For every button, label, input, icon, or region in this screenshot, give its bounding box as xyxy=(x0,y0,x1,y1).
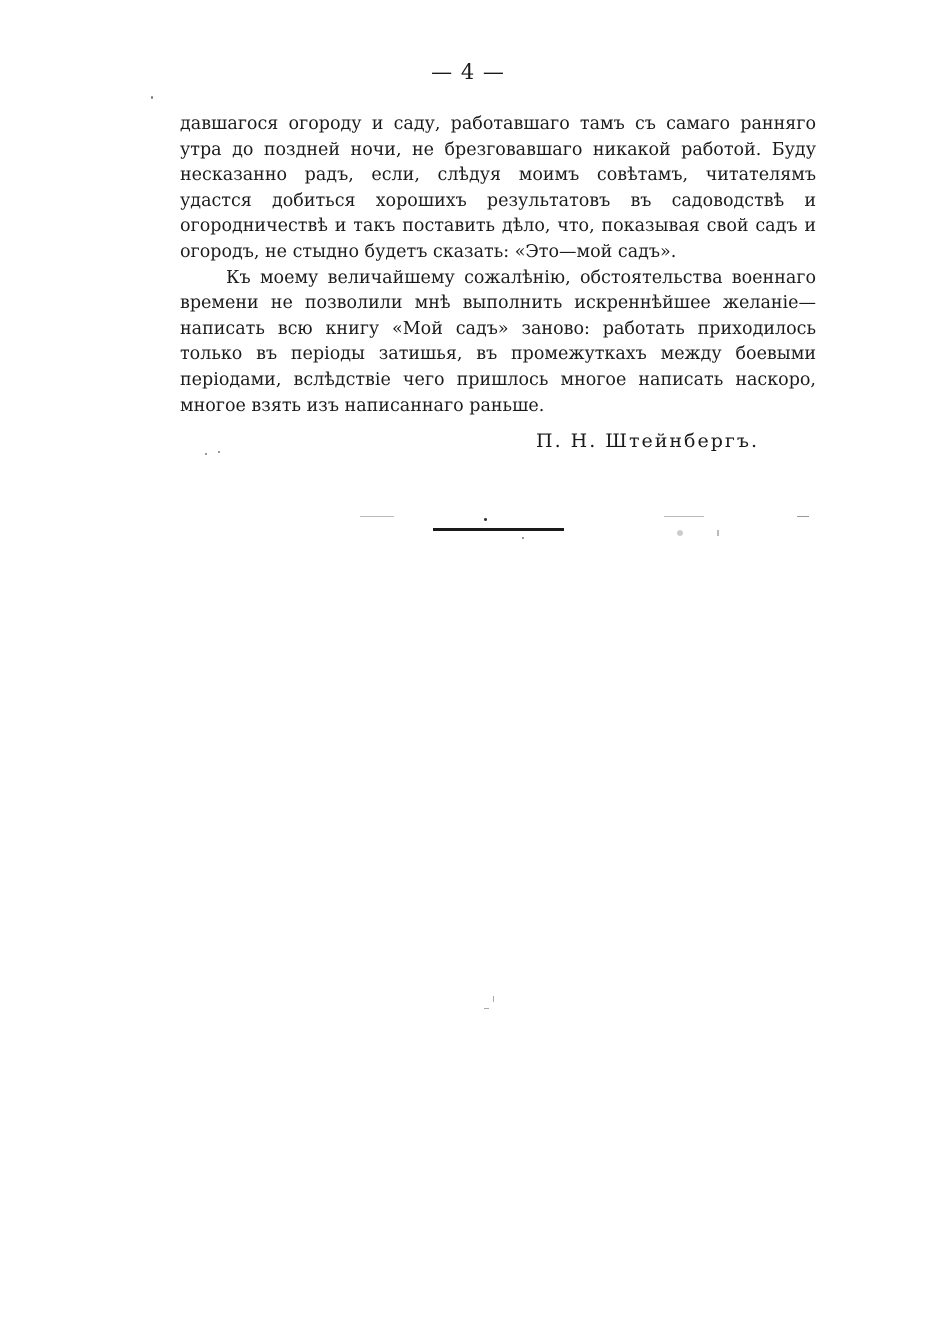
scan-speck xyxy=(522,537,524,539)
scan-speck xyxy=(797,516,809,517)
scan-speck xyxy=(360,516,394,517)
page-number: — 4 — xyxy=(431,60,505,84)
scan-speck xyxy=(717,530,719,536)
author-signature: П. Н. Штейнбергъ. xyxy=(536,430,759,452)
scan-speck xyxy=(205,453,207,455)
scan-speck xyxy=(677,530,683,536)
paragraph-wartime-note: Къ моему величайшему сожалѣнію, обстоятельства военнаго времени не позволили мнѣ выполнить искреннѣйшее желаніе—написать всю книгу «Мой садъ» заново: работать приходилось только въ періоды затишья, въ промежуткахъ между боевыми періодами, вслѣдствіе чего пришлось многое написать наскоро, многое взять изъ написаннаго раньше. xyxy=(180,267,816,416)
scan-speck xyxy=(484,518,487,521)
body-text xyxy=(180,112,816,419)
scan-speck xyxy=(484,1008,489,1009)
scan-speck xyxy=(664,516,704,517)
scan-speck xyxy=(493,996,494,1002)
scan-speck xyxy=(151,96,153,99)
closing-rule xyxy=(433,528,564,531)
paragraph-continuation: давшагося огороду и саду, работавшаго тамъ съ самаго ранняго утра до поздней ночи, не брезговавшаго никакой работой. Буду несказанно радъ, если, слѣдуя моимъ совѣтамъ, читателямъ удастся добиться хорошихъ результатовъ въ садоводствѣ и огородничествѣ и такъ поставить дѣло, что, показывая свой садъ и огородъ, не стыдно будетъ сказать: «Это—мой садъ». xyxy=(180,114,816,262)
scan-speck xyxy=(218,451,220,453)
